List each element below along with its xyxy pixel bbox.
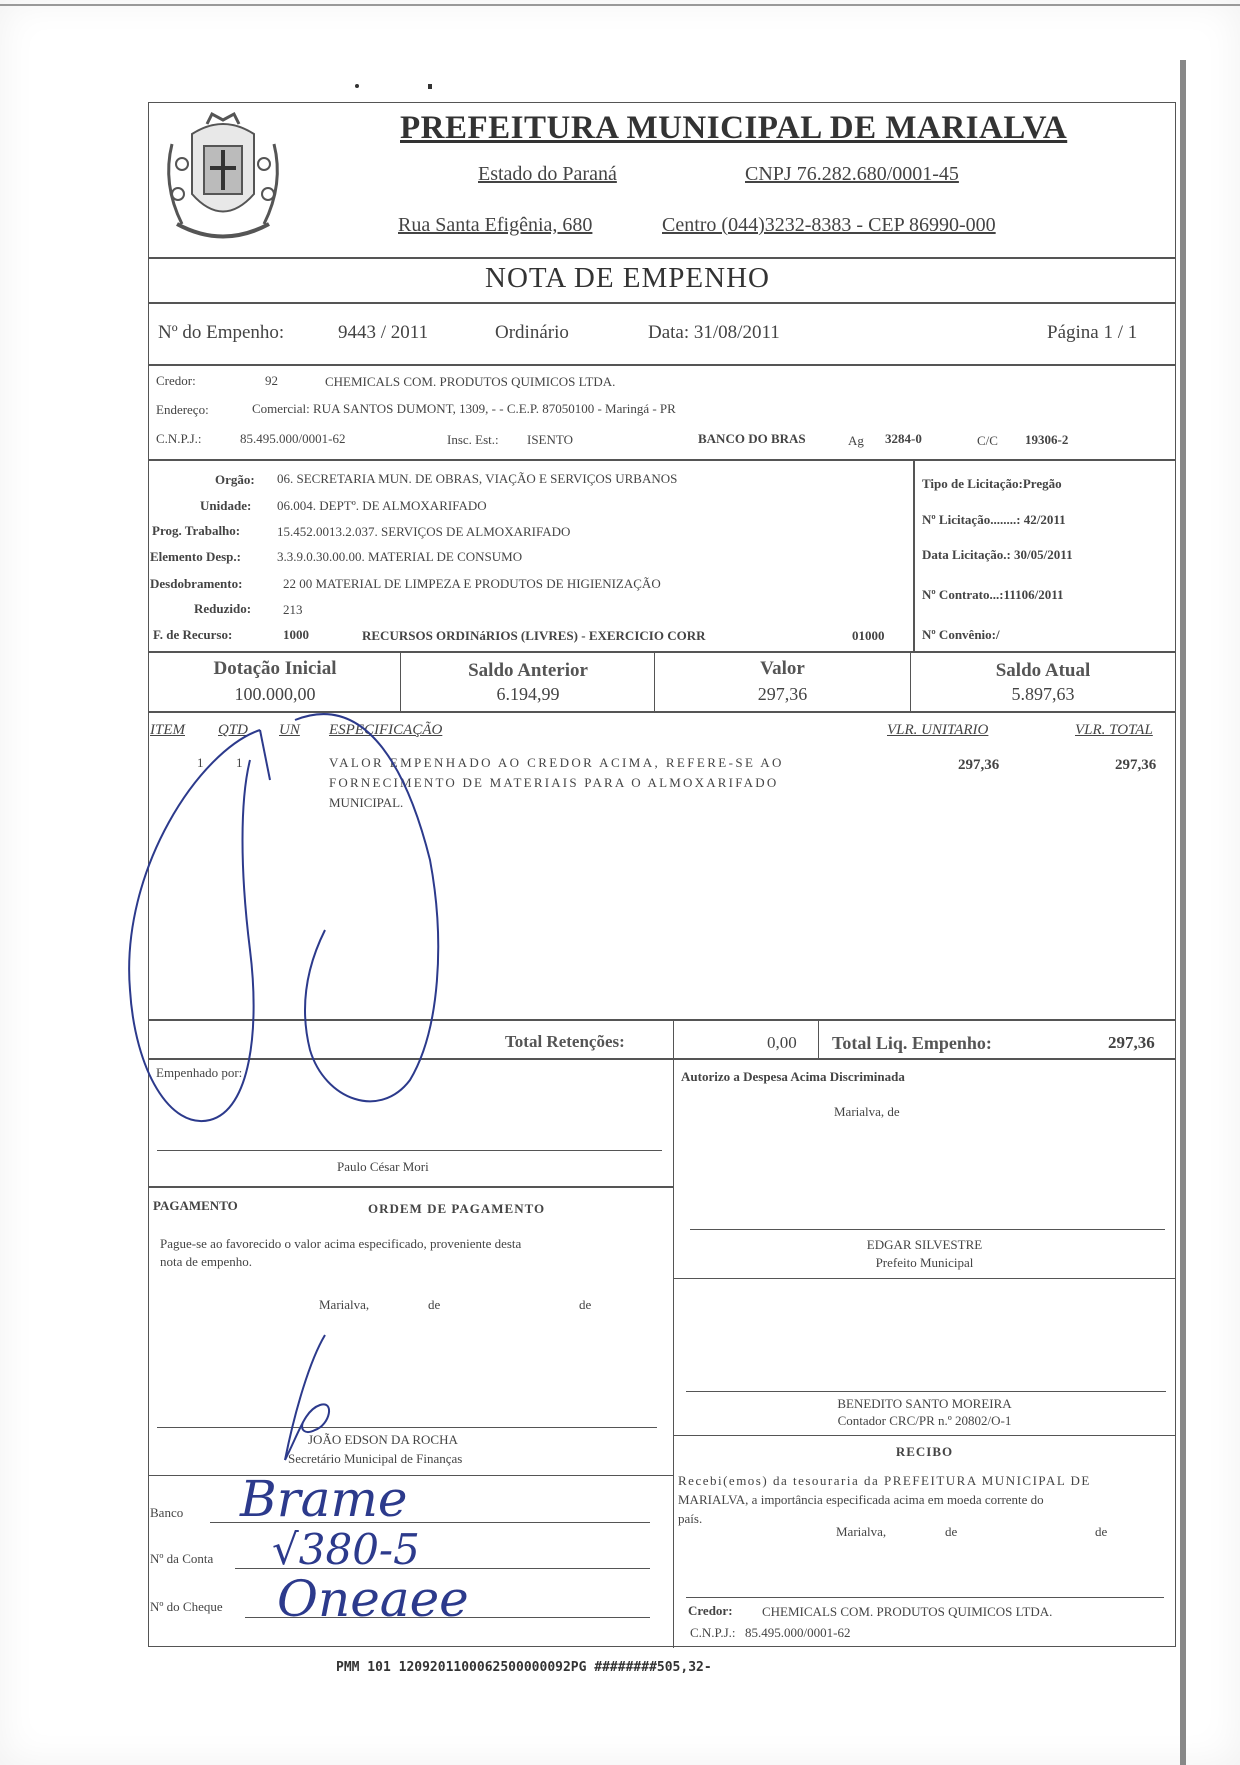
banco-label: Banco — [150, 1505, 184, 1520]
page-title: PREFEITURA MUNICIPAL DE MARIALVA — [400, 110, 1068, 146]
prefeito-name: EDGAR SILVESTRE — [866, 1237, 983, 1252]
divider — [148, 651, 1176, 653]
recibo-de1: de — [945, 1524, 958, 1539]
empenho-type: Ordinário — [495, 322, 569, 343]
pagamento-de1: de — [428, 1297, 441, 1312]
cnpj-text: CNPJ 76.282.680/0001-45 — [745, 163, 959, 185]
divider — [913, 459, 915, 651]
recibo-de2: de — [1095, 1524, 1108, 1539]
retencoes-label: Total Retenções: — [505, 1032, 625, 1051]
divider — [673, 1435, 1176, 1436]
divider — [148, 459, 1176, 461]
pen-signature-secretario — [275, 1330, 355, 1470]
divider — [148, 1475, 673, 1476]
empenho-date: Data: 31/08/2011 — [648, 322, 780, 343]
divider — [910, 651, 911, 711]
scan-dot — [355, 84, 359, 88]
unidade-value: 06.004. DEPTº. DE ALMOXARIFADO — [277, 498, 487, 513]
credor-label: Credor: — [156, 373, 196, 388]
recibo-text-line1: Recebi(emos) da tesouraria da PREFEITURA MUNICIPAL DE — [678, 1473, 1091, 1488]
coat-of-arms-icon — [152, 104, 294, 254]
fonte-code: 1000 — [283, 627, 309, 642]
licitacao-convenio: Nº Convênio:/ — [922, 627, 1000, 642]
divider — [148, 1186, 673, 1188]
insc-label: Insc. Est.: — [447, 432, 499, 447]
signature-line — [686, 1391, 1166, 1392]
divider — [673, 1278, 1176, 1279]
col-total-header: VLR. TOTAL — [1075, 722, 1153, 738]
document-title: NOTA DE EMPENHO — [485, 262, 770, 294]
empenhado-name: Paulo César Mori — [337, 1159, 429, 1174]
col-un-header: UN — [279, 722, 300, 738]
licitacao-numero: Nº Licitação........: 42/2011 — [922, 512, 1066, 527]
contador-name: BENEDITO SANTO MOREIRA — [837, 1396, 1012, 1411]
cheque-label: Nº do Cheque — [150, 1599, 223, 1614]
credor-cnpj: 85.495.000/0001-62 — [240, 431, 346, 446]
licitacao-tipo: Tipo de Licitação:Pregão — [922, 476, 1062, 491]
autorizo-date: Marialva, de — [834, 1104, 900, 1119]
empenho-number-label: Nº do Empenho: — [158, 322, 285, 343]
conta-handwritten: √380-5 — [272, 1525, 420, 1574]
fonte-number: 01000 — [852, 628, 885, 643]
saldo-atual-value: 5.897,63 — [1011, 684, 1075, 704]
autorizo-text: Autorizo a Despesa Acima Discriminada — [681, 1069, 905, 1084]
fonte-label: F. de Recurso: — [153, 627, 233, 642]
pen-signature-empenho — [110, 690, 490, 1150]
divider — [673, 1058, 674, 1648]
signature-line — [686, 1597, 1164, 1598]
col-unit-header: VLR. UNITARIO — [887, 722, 989, 738]
licitacao-data: Data Licitação.: 30/05/2011 — [922, 547, 1073, 562]
credor-address: Comercial: RUA SANTOS DUMONT, 1309, - - C.E.P. 87050100 - Maringá - PR — [252, 401, 676, 416]
orgao-label: Orgão: — [215, 472, 255, 487]
item-spec-line1: VALOR EMPENHADO AO CREDOR ACIMA, REFERE-SE AO — [329, 755, 784, 770]
secretario-name: JOÃO EDSON DA ROCHA — [308, 1432, 458, 1447]
empenho-number: 9443 / 2011 — [338, 322, 429, 343]
credor-cnpj-label: C.N.P.J.: — [156, 431, 202, 446]
page-number: Página 1 / 1 — [1047, 322, 1138, 343]
credor-name: CHEMICALS COM. PRODUTOS QUIMICOS LTDA. — [325, 374, 616, 389]
pagamento-text-line2: nota de empenho. — [160, 1254, 253, 1269]
ag-value: 3284-0 — [885, 431, 922, 446]
pagamento-text-line1: Pague-se ao favorecido o valor acima especificado, proveniente desta — [160, 1236, 522, 1251]
cc-value: 19306-2 — [1025, 432, 1069, 447]
prefeito-title: Prefeito Municipal — [875, 1255, 974, 1270]
recibo-label: RECIBO — [895, 1444, 954, 1459]
signature-line — [157, 1150, 662, 1151]
address-text: Rua Santa Efigênia, 680 — [398, 214, 593, 236]
fonte-value: RECURSOS ORDINáRIOS (LIVRES) - EXERCICIO CORR — [362, 628, 706, 643]
saldo-anterior-value: 6.194,99 — [496, 684, 560, 704]
item-spec-line3: MUNICIPAL. — [329, 795, 404, 810]
pagamento-de2: de — [579, 1297, 592, 1312]
total-liq-value: 297,36 — [1108, 1033, 1155, 1052]
divider — [148, 364, 1176, 366]
contador-title: Contador CRC/PR n.º 20802/O-1 — [837, 1413, 1012, 1428]
recibo-cnpj-label: C.N.P.J.: — [690, 1625, 736, 1640]
valor-value: 297,36 — [757, 684, 808, 704]
banco-handwritten: Brame — [240, 1470, 408, 1528]
scan-top-line — [0, 4, 1240, 6]
cheque-handwritten: Oneaee — [277, 1570, 469, 1628]
unidade-label: Unidade: — [200, 498, 252, 513]
ordem-label: ORDEM DE PAGAMENTO — [368, 1201, 546, 1216]
divider — [818, 1019, 819, 1059]
elemento-label: Elemento Desp.: — [150, 549, 241, 564]
divider — [148, 257, 1176, 259]
item-unit-value: 297,36 — [958, 757, 1000, 773]
dotacao-label: Dotação Inicial — [213, 658, 337, 679]
elemento-value: 3.3.9.0.30.00.00. MATERIAL DE CONSUMO — [277, 549, 523, 564]
reduzido-label: Reduzido: — [194, 601, 252, 616]
total-liq-label: Total Liq. Empenho: — [832, 1033, 992, 1053]
divider — [148, 302, 1176, 304]
cc-label: C/C — [977, 433, 998, 448]
signature-line — [157, 1427, 657, 1428]
item-qtd: 1 — [236, 755, 243, 770]
desdobramento-value: 22 00 MATERIAL DE LIMPEZA E PRODUTOS DE HIGIENIZAÇÃO — [283, 576, 661, 591]
state-text: Estado do Paraná — [478, 163, 617, 185]
saldo-anterior-label: Saldo Anterior — [468, 660, 588, 681]
item-spec-line2: FORNECIMENTO DE MATERIAIS PARA O ALMOXARIFADO — [329, 775, 779, 790]
dotacao-value: 100.000,00 — [234, 684, 316, 704]
recibo-city: Marialva, — [836, 1524, 887, 1539]
empenhado-label: Empenhado por: — [156, 1065, 243, 1080]
pagamento-city: Marialva, — [319, 1297, 370, 1312]
bank-name: BANCO DO BRAS — [698, 431, 806, 446]
orgao-value: 06. SECRETARIA MUN. DE OBRAS, VIAÇÃO E SERVIÇOS URBANOS — [277, 471, 678, 486]
scan-dot — [428, 84, 432, 89]
prog-label: Prog. Trabalho: — [152, 523, 241, 538]
valor-label: Valor — [760, 658, 805, 679]
col-spec-header: ESPECIFICAÇÃO — [329, 722, 443, 738]
licitacao-contrato: Nº Contrato...:11106/2011 — [922, 587, 1064, 602]
recibo-credor-label: Credor: — [688, 1603, 733, 1618]
recibo-credor-name: CHEMICALS COM. PRODUTOS QUIMICOS LTDA. — [762, 1604, 1053, 1619]
desdobramento-label: Desdobramento: — [150, 576, 243, 591]
col-qtd-header: QTD — [218, 722, 249, 738]
conta-label: Nº da Conta — [150, 1551, 214, 1566]
recibo-text-line2: MARIALVA, a importância especificada acima em moeda corrente do — [678, 1492, 1044, 1507]
item-total-value: 297,36 — [1115, 757, 1157, 773]
item-number: 1 — [197, 755, 204, 770]
scan-right-edge — [1180, 60, 1186, 1765]
footer-code: PMM 101 1209201100062500000092PG ########505,32- — [336, 1660, 712, 1675]
recibo-text-line3: país. — [678, 1511, 703, 1526]
retencoes-value: 0,00 — [767, 1033, 797, 1052]
credor-code: 92 — [265, 373, 278, 388]
recibo-cnpj-value: 85.495.000/0001-62 — [745, 1625, 851, 1640]
saldo-atual-label: Saldo Atual — [995, 660, 1091, 681]
signature-line — [690, 1229, 1165, 1230]
ag-label: Ag — [848, 433, 864, 448]
pagamento-label: PAGAMENTO — [153, 1198, 238, 1213]
insc-value: ISENTO — [527, 432, 573, 447]
district-phone-text: Centro (044)3232-8383 - CEP 86990-000 — [662, 214, 996, 236]
divider — [673, 1019, 674, 1059]
prog-value: 15.452.0013.2.037. SERVIÇOS DE ALMOXARIFADO — [277, 524, 571, 539]
col-item-header: ITEM — [150, 722, 185, 738]
reduzido-value: 213 — [283, 602, 303, 617]
secretario-title: Secretário Municipal de Finanças — [288, 1451, 463, 1466]
address-label: Endereço: — [156, 402, 209, 417]
